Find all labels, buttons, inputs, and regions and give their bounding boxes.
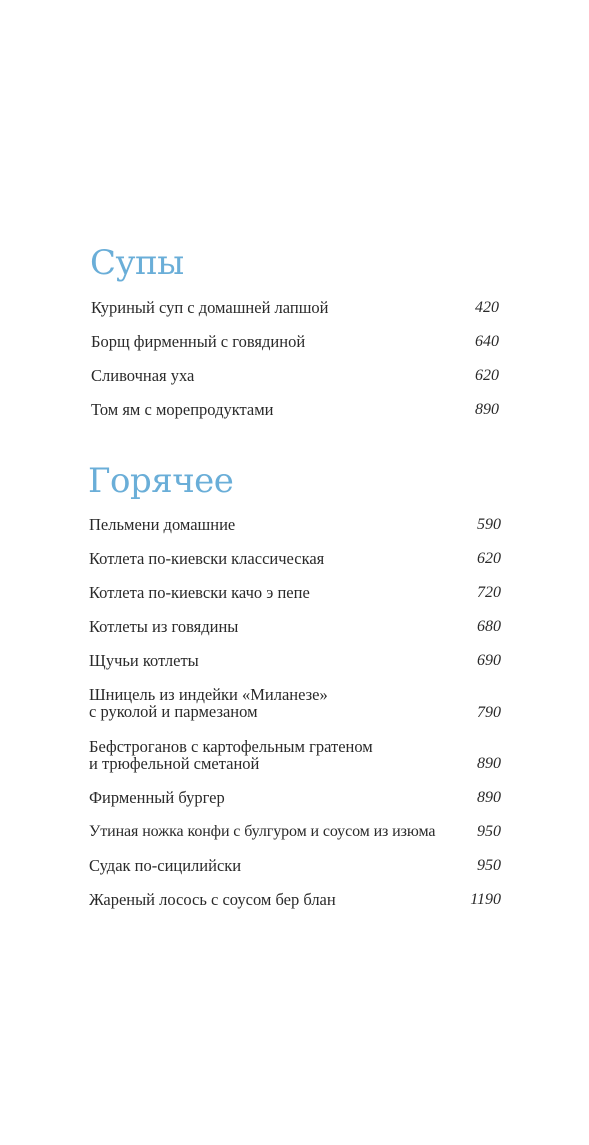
menu-item-price: 950 <box>477 857 501 874</box>
menu-item-name-line1: Шницель из индейки «Миланезе» <box>89 685 328 704</box>
menu-item-name: Котлеты из говядины <box>89 617 239 636</box>
menu-item-name: Пельмени домашние <box>89 515 236 534</box>
menu-item-price: 1190 <box>470 891 501 908</box>
menu-item-name: Котлета по-киевски классическая <box>89 549 325 568</box>
menu-item-name: Куриный суп с домашней лапшой <box>91 298 329 317</box>
menu-item-name-line1: Бефстроганов с картофельным гратеном <box>89 737 373 756</box>
menu-item-name-line2: с руколой и пармезаном <box>89 702 258 721</box>
menu-item-price: 950 <box>477 823 501 840</box>
menu-item-name: Фирменный бургер <box>89 788 225 807</box>
menu-item-name-line2: и трюфельной сметаной <box>89 754 260 773</box>
menu-item-price: 590 <box>477 516 501 533</box>
menu-item-name: Котлета по-киевски качо э пепе <box>89 583 310 602</box>
menu-item-name: Сливочная уха <box>91 366 195 385</box>
menu-item-price: 620 <box>477 550 501 567</box>
section-title-hot-dishes: Горячее <box>88 461 234 501</box>
section-title-soups: Супы <box>90 243 184 283</box>
menu-item-price: 620 <box>475 367 499 384</box>
menu-item-name: Щучьи котлеты <box>89 651 199 670</box>
menu-item-name: Том ям с морепродуктами <box>91 400 274 419</box>
menu-item-price: 890 <box>477 755 501 772</box>
menu-item-price: 720 <box>477 584 501 601</box>
menu-item-name: Борщ фирменный с говядиной <box>91 332 306 351</box>
menu-item-price: 420 <box>475 299 499 316</box>
menu-item-price: 640 <box>475 333 499 350</box>
menu-item-price: 680 <box>477 618 501 635</box>
menu-item-price: 690 <box>477 652 501 669</box>
menu-item-name: Судак по-сицилийски <box>89 856 242 875</box>
menu-item-price: 890 <box>477 789 501 806</box>
menu-item-price: 890 <box>475 401 499 418</box>
menu-item-name: Утиная ножка конфи с булгуром и соусом из изюма <box>89 823 436 840</box>
menu-item-name: Жареный лосось с соусом бер блан <box>89 890 336 909</box>
menu-item-price: 790 <box>477 704 501 721</box>
